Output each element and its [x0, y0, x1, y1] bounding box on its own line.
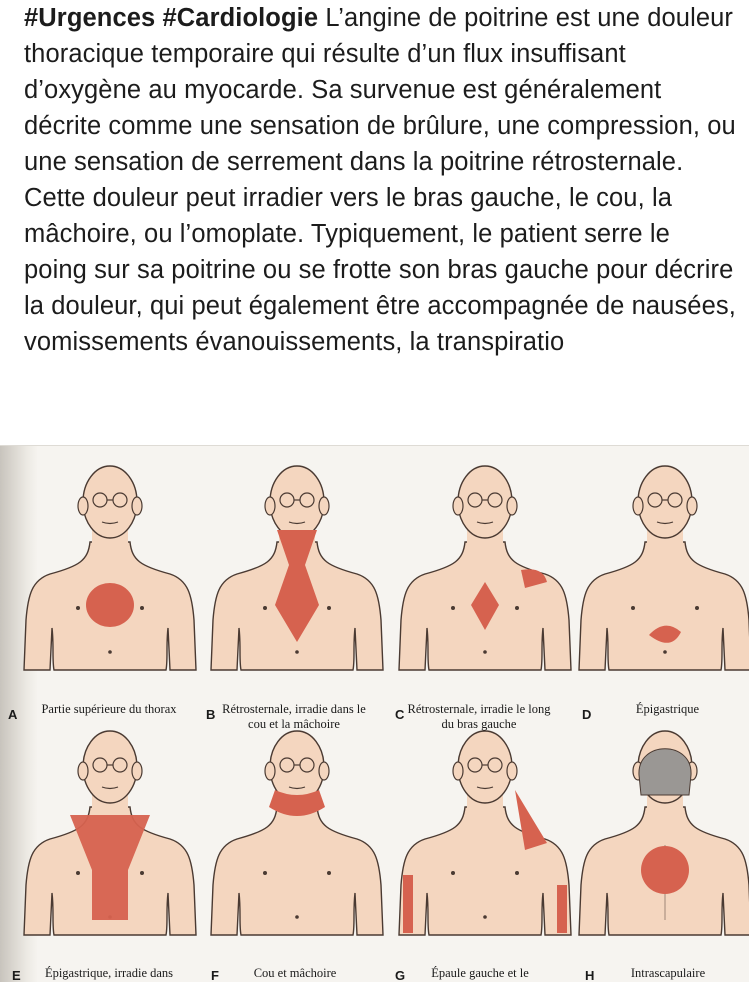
panel-caption-e: Épigastrique, irradie dans: [44, 966, 174, 980]
navel-b: [295, 650, 299, 654]
panel-caption-g: Épaule gauche et le: [431, 966, 529, 980]
ear-left-b: [265, 497, 275, 515]
ear-left-c: [453, 497, 463, 515]
panel-letter-c: C: [395, 707, 405, 722]
ear-right-d: [687, 497, 697, 515]
figure-c: [399, 466, 571, 670]
ear-right-a: [132, 497, 142, 515]
figure-e: [24, 731, 196, 935]
navel-f: [295, 915, 299, 919]
nipple-left-b: [263, 606, 267, 610]
head-d: [638, 466, 692, 538]
panel-caption-b: Rétrosternale, irradie dans le cou et la mâchoire: [222, 702, 366, 731]
panel-caption-d: Épigastrique: [635, 702, 700, 716]
head-e: [83, 731, 137, 803]
ear-right-b: [319, 497, 329, 515]
ear-right-e: [132, 762, 142, 780]
navel-d: [663, 650, 667, 654]
nipple-right-a: [140, 606, 144, 610]
nipple-right-g: [515, 871, 519, 875]
head-a: [83, 466, 137, 538]
nipple-left-d: [631, 606, 635, 610]
pain-area-h: [641, 846, 689, 894]
panel-letter-a: A: [8, 707, 18, 722]
panel-caption-f: Cou et mâchoire: [253, 966, 337, 980]
head-c: [458, 466, 512, 538]
panel-letter-d: D: [582, 707, 592, 722]
nipple-right-c: [515, 606, 519, 610]
nipple-left-f: [263, 871, 267, 875]
panel-caption-a: Partie supérieure du thorax: [41, 702, 177, 716]
panel-letter-f: F: [211, 968, 219, 982]
figure-h: [579, 731, 749, 935]
nipple-right-d: [695, 606, 699, 610]
ear-left-d: [633, 497, 643, 515]
figure-d: [579, 466, 749, 670]
ear-left-f: [265, 762, 275, 780]
navel-c: [483, 650, 487, 654]
ear-left-e: [78, 762, 88, 780]
panel-caption-c: Rétrosternale, irradie le long du bras gauche: [407, 702, 551, 731]
nipple-right-f: [327, 871, 331, 875]
nipple-right-e: [140, 871, 144, 875]
pain-area-g-arm: [403, 875, 413, 933]
head-g: [458, 731, 512, 803]
panel-letter-h: H: [585, 968, 595, 982]
ear-right-c: [507, 497, 517, 515]
nipple-left-a: [76, 606, 80, 610]
navel-a: [108, 650, 112, 654]
post-hashtags[interactable]: #Urgences #Cardiologie: [24, 4, 319, 32]
panel-letter-b: B: [206, 707, 216, 722]
figure-b: [211, 466, 383, 670]
ear-right-g: [507, 762, 517, 780]
hair-h: [639, 749, 691, 795]
nipple-right-b: [327, 606, 331, 610]
ear-left-g: [453, 762, 463, 780]
figure-g: [399, 731, 571, 935]
figure-a: [24, 466, 196, 670]
nipple-left-g: [451, 871, 455, 875]
post-body: L’angine de poitrine est une douleur thoracique temporaire qui résulte d’un flux insuffisant d’oxygène au myocarde. Sa survenue est généralement décrite comme une sensation de brûlure, une compression, ou une sensation de serrement dans la poitrine rétrosternale. Cette douleur peut irradier vers le bras gauche, le cou, la mâchoire, ou l’omoplate. Typiquement, le patient serre le poing sur sa poitrine ou se frotte son bras gauche pour décrire la douleur, qui peut également être accompagnée de nausées, vomissements évanouissements, la transpiratio: [24, 4, 736, 356]
pain-area-a: [86, 583, 134, 627]
panel-letter-e: E: [12, 968, 21, 982]
panel-caption-h: Intrascapulaire: [630, 966, 706, 980]
ear-left-a: [78, 497, 88, 515]
angina-pain-illustration: [0, 445, 749, 982]
post-text: [24, 0, 739, 360]
navel-g: [483, 915, 487, 919]
panel-letter-g: G: [395, 968, 406, 982]
pain-area-g-arm-right: [557, 885, 567, 933]
head-b: [270, 466, 324, 538]
nipple-left-c: [451, 606, 455, 610]
nipple-left-e: [76, 871, 80, 875]
ear-right-f: [319, 762, 329, 780]
figure-f: [211, 731, 383, 935]
